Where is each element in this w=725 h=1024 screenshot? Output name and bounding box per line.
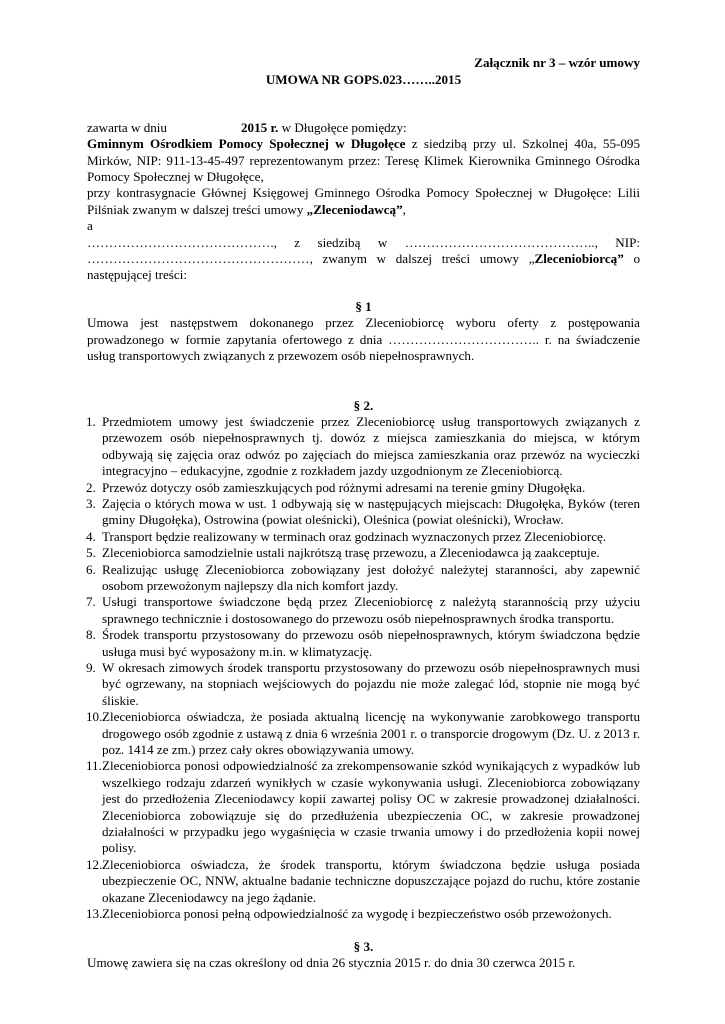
list-item: 6. Realizując usługę Zleceniobiorca zobowiązany jest dołożyć należytej staranności, aby zapewnić osobom przewożonym najlepszy dla nich komfort jazdy. xyxy=(86,561,640,593)
party-organization xyxy=(87,136,640,185)
section-3-heading: § 3. xyxy=(353,938,374,954)
concluded-prefix: zawarta w dniu xyxy=(87,119,167,135)
concluded-line xyxy=(87,120,640,136)
section-3-text: Umowę zawiera się na czas określony od dnia 26 stycznia 2015 r. do dnia 30 czerwca 2015 r. xyxy=(87,954,576,970)
list-item: 4. Transport będzie realizowany w terminach oraz godzinach wyznaczonych przez Zleceniobiorcę. xyxy=(86,528,607,544)
section-1-text: Umowa jest następstwem dokonanego przez Zleceniobiorcę wyboru oferty z postępowania prowadzonego w formie zapytania ofertowego z dnia …………………………….. r. na świadczenie usług transportowych związanych z przewozem osób niepełnosprawnych. xyxy=(87,315,640,364)
contract-page xyxy=(87,55,640,971)
conjunction-a: a xyxy=(87,218,93,234)
list-item: 10. Zleceniobiorca oświadcza, że posiada aktualną licencję na wykonywanie zarobkowego transportu drogowego osób zgodnie z ustawą z dnia 6 września 2001 r. o transporcie drogowym (Dz. U. z 2013 r. poz. 1414 ze zm.) przez cały okres obowiązywania umowy. xyxy=(86,709,640,758)
contractor-line-2-text: ……………………………………………, zwanym w dalszej treści umowy „ xyxy=(87,251,535,267)
list-item: 7. Usługi transportowe świadczone będą przez Zleceniobiorcę z należytą starannością przy użyciu sprawnego technicznie i dostosowanego do przewozu osób niepełnosprawnych środka transportu. xyxy=(86,594,640,626)
concluded-place: w Długołęce pomiędzy: xyxy=(278,119,407,135)
attachment-label: Załącznik nr 3 – wzór umowy xyxy=(474,55,640,70)
list-item: 13. Zleceniobiorca ponosi pełną odpowiedzialność za wygodę i bezpieczeństwo osób przewożonych. xyxy=(86,906,612,922)
organization-details: z siedzibą przy ul. Szkolnej 40a, 55-095 Mirków, NIP: 911-13-45-497 reprezentowanym przez: Teresę Klimek Kierownika Gminnego Ośrodka Pomocy Społecznej w Długołęce, xyxy=(87,136,640,185)
section-2-list xyxy=(87,414,640,923)
contractor-line-2-end: o xyxy=(623,251,641,267)
contractor-line-3: następującej treści: xyxy=(87,267,187,283)
contractor-line-2 xyxy=(87,251,640,267)
section-2-heading: § 2. xyxy=(353,397,374,413)
countersignature xyxy=(87,185,640,218)
list-item: 12. Zleceniobiorca oświadcza, że środek transportu, którym świadczona będzie usługa posiada ubezpieczenie OC, NNW, aktualne badanie techniczne dopuszczające pojazd do ruchu, które zostanie okazane Zleceniodawcy na jego żądanie. xyxy=(86,856,640,905)
section-1-heading: § 1 xyxy=(355,298,372,314)
contract-title: UMOWA NR GOPS.023……..2015 xyxy=(265,72,462,88)
list-item: 8. Środek transportu przystosowany do przewozu osób niepełnosprawnych, którym świadczona będzie usługa musi być wyposażony m.in. w klimatyzację. xyxy=(86,627,640,659)
list-item: 3. Zajęcia o których mowa w ust. 1 odbywają się w następujących miejscach: Długołęka, Byków (teren gminy Długołęka), Ostrowina (powiat oleśnicki), Oleśnica (powiat oleśnicki), Wrocław. xyxy=(86,495,640,528)
list-item: 9. W okresach zimowych środek transportu przystosowany do przewozu osób niepełnosprawnych musi być ogrzewany, na stopniach wejściowych do pojazdu nie może zalegać lód, stopnie nie mogą być śliskie. xyxy=(86,660,640,708)
list-item: 11. Zleceniobiorca ponosi odpowiedzialność za zrekompensowanie szkód wynikających z wypadków lub wszelkiego rodzaju zdarzeń wynikłych w czasie wykonywania usługi. Zleceniobiorca zobowiązany jest do przedłożenia Zleceniodawcy kopii zawartej polisy OC w zakresie prowadzonej działalności. Zleceniobiorca zobowiązuje się do przedłużenia ubezpieczenia OC, w zakresie prowadzonej działalności w przypadku jego wygaśnięcia w czasie trwania umowy i do przedłożenia kopii nowej polisy. xyxy=(86,758,640,856)
contractor-line-1: ……………………………………., z siedzibą w …………………………………….., NIP: xyxy=(87,234,640,250)
organization-name: Gminnym Ośrodkiem Pomocy Społecznej w Długołęce xyxy=(87,136,406,152)
countersignature-text: przy kontrasygnacie Głównej Księgowej Gminnego Ośrodka Pomocy Społecznej w Długołęce: Lilii Pilśniak zwanym w dalszej treści umowy xyxy=(87,185,640,217)
list-item: 2. Przewóz dotyczy osób zamieszkujących pod różnymi adresami na terenie gminy Długołęka. xyxy=(86,479,586,495)
countersignature-end: , xyxy=(402,201,406,217)
list-item: 1. Przedmiotem umowy jest świadczenie przez Zleceniobiorcę usług transportowych związanych z przewozem osób niepełnosprawnych tj. dowóz z miejsca zamieszkania do miejsca, w którym odbywają się zajęcia oraz odwóz po zajęciach do miejsca zamieszkania oraz przewóz na wycieczki integracyjno – edukacyjne, zgodnie z rozkładem jazdy uzgodnionym ze Zleceniobiorcą. xyxy=(86,413,640,479)
contractor-term: Zleceniobiorcą” xyxy=(534,251,624,267)
list-item: 5. Zleceniobiorca samodzielnie ustali najkrótszą trasę przewozu, a Zleceniodawca ją zaakceptuje. xyxy=(86,545,600,561)
client-term: „Zleceniodawcą” xyxy=(306,201,403,217)
concluded-year: 2015 r. xyxy=(240,119,279,135)
